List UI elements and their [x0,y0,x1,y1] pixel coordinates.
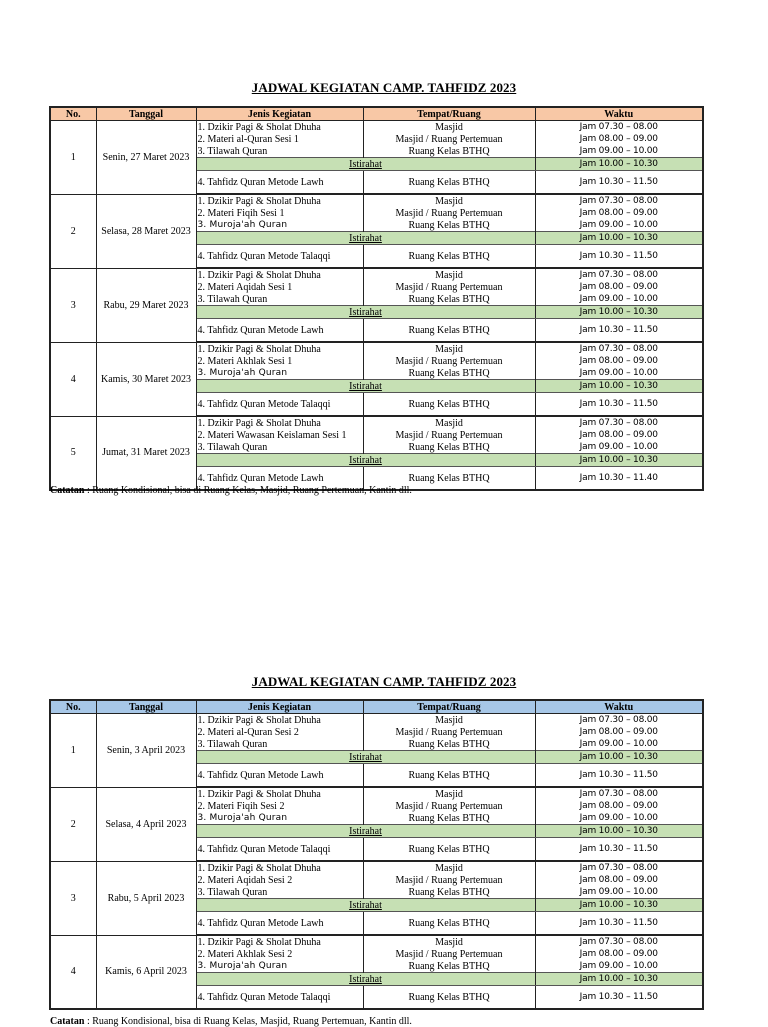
activity-cell: 2. Materi Fiqih Sesi 1 [196,207,363,219]
activity-cell: 2. Materi Fiqih Sesi 2 [196,800,363,812]
activity-cell: 3. Muroja'ah Quran [196,812,363,825]
col-header-date: Tanggal [96,700,196,714]
time-cell: Jam 09.00 – 10.00 [535,441,703,454]
time-cell: Jam 10.00 – 10.30 [535,899,703,912]
col-header-place: Tempat/Ruang [363,107,535,121]
place-cell: Ruang Kelas BTHQ [363,467,535,491]
table-row [50,194,703,207]
day-date: Selasa, 4 April 2023 [96,787,196,861]
time-cell: Jam 09.00 – 10.00 [535,886,703,899]
activity-cell: 3. Muroja'ah Quran [196,219,363,232]
col-header-date: Tanggal [96,107,196,121]
table-row [50,268,703,281]
activity-cell: 2. Materi al-Quran Sesi 1 [196,133,363,145]
place-cell: Masjid [363,194,535,207]
day-number: 3 [50,268,96,342]
place-cell: Ruang Kelas BTHQ [363,393,535,417]
activity-cell: 4. Tahfidz Quran Metode Lawh [196,319,363,343]
time-cell: Jam 08.00 – 09.00 [535,207,703,219]
schedule-table-1 [49,106,704,491]
place-cell: Masjid / Ruang Pertemuan [363,429,535,441]
day-number: 5 [50,416,96,490]
activity-cell: 4. Tahfidz Quran Metode Talaqqi [196,986,363,1010]
place-cell: Masjid / Ruang Pertemuan [363,948,535,960]
place-cell: Masjid [363,268,535,281]
time-cell: Jam 07.30 – 08.00 [535,416,703,429]
time-cell: Jam 08.00 – 09.00 [535,726,703,738]
activity-cell: 4. Tahfidz Quran Metode Lawh [196,171,363,195]
time-cell: Jam 10.00 – 10.30 [535,158,703,171]
day-number: 4 [50,935,96,1009]
place-cell: Ruang Kelas BTHQ [363,812,535,825]
activity-cell: 3. Tilawah Quran [196,738,363,751]
time-cell: Jam 10.30 – 11.40 [535,467,703,491]
time-cell: Jam 10.30 – 11.50 [535,986,703,1010]
time-cell: Jam 08.00 – 09.00 [535,355,703,367]
time-cell: Jam 08.00 – 09.00 [535,948,703,960]
col-header-no: No. [50,700,96,714]
time-cell: Jam 08.00 – 09.00 [535,281,703,293]
activity-cell: 4. Tahfidz Quran Metode Lawh [196,467,363,491]
activity-cell: 1. Dzikir Pagi & Sholat Dhuha [196,787,363,800]
activity-cell: 4. Tahfidz Quran Metode Talaqqi [196,393,363,417]
time-cell: Jam 08.00 – 09.00 [535,133,703,145]
place-cell: Masjid [363,861,535,874]
activity-cell: 2. Materi Aqidah Sesi 1 [196,281,363,293]
activity-cell: 2. Materi Akhlak Sesi 1 [196,355,363,367]
table-row [50,861,703,874]
break-label: Istirahat [196,232,535,245]
time-cell: Jam 07.30 – 08.00 [535,194,703,207]
day-number: 1 [50,121,96,195]
table-row [50,935,703,948]
place-cell: Ruang Kelas BTHQ [363,441,535,454]
table-row [50,787,703,800]
place-cell: Ruang Kelas BTHQ [363,145,535,158]
place-cell: Ruang Kelas BTHQ [363,986,535,1010]
break-label: Istirahat [196,825,535,838]
time-cell: Jam 10.30 – 11.50 [535,764,703,788]
schedule-title-1: JADWAL KEGIATAN CAMP. TAHFIDZ 2023 [251,80,517,95]
place-cell: Ruang Kelas BTHQ [363,367,535,380]
time-cell: Jam 07.30 – 08.00 [535,268,703,281]
activity-cell: 2. Materi al-Quran Sesi 2 [196,726,363,738]
note-label: Catatan [50,1016,85,1027]
col-header-time: Waktu [535,107,703,121]
day-date: Kamis, 6 April 2023 [96,935,196,1009]
day-number: 1 [50,714,96,788]
place-cell: Ruang Kelas BTHQ [363,319,535,343]
activity-cell: 3. Muroja'ah Quran [196,367,363,380]
time-cell: Jam 09.00 – 10.00 [535,219,703,232]
activity-cell: 2. Materi Akhlak Sesi 2 [196,948,363,960]
place-cell: Ruang Kelas BTHQ [363,293,535,306]
break-label: Istirahat [196,380,535,393]
time-cell: Jam 08.00 – 09.00 [535,429,703,441]
place-cell: Ruang Kelas BTHQ [363,219,535,232]
time-cell: Jam 10.00 – 10.30 [535,232,703,245]
place-cell: Ruang Kelas BTHQ [363,171,535,195]
time-cell: Jam 10.00 – 10.30 [535,380,703,393]
col-header-place: Tempat/Ruang [363,700,535,714]
day-date: Rabu, 29 Maret 2023 [96,268,196,342]
note-text: : Ruang Kondisional, bisa di Ruang Kelas, Masjid, Ruang Pertemuan, Kantin dll. [84,485,412,496]
place-cell: Ruang Kelas BTHQ [363,738,535,751]
activity-cell: 4. Tahfidz Quran Metode Talaqqi [196,245,363,269]
note-text: : Ruang Kondisional, bisa di Ruang Kelas, Masjid, Ruang Pertemuan, Kantin dll. [84,1016,412,1027]
time-cell: Jam 10.00 – 10.30 [535,751,703,764]
break-label: Istirahat [196,973,535,986]
time-cell: Jam 10.30 – 11.50 [535,393,703,417]
table-row [50,416,703,429]
activity-cell: 4. Tahfidz Quran Metode Lawh [196,764,363,788]
time-cell: Jam 09.00 – 10.00 [535,738,703,751]
time-cell: Jam 10.00 – 10.30 [535,825,703,838]
time-cell: Jam 07.30 – 08.00 [535,787,703,800]
activity-cell: 1. Dzikir Pagi & Sholat Dhuha [196,861,363,874]
day-number: 3 [50,861,96,935]
place-cell: Masjid [363,342,535,355]
table-header-row [50,107,703,121]
activity-cell: 3. Muroja'ah Quran [196,960,363,973]
break-label: Istirahat [196,899,535,912]
activity-cell: 1. Dzikir Pagi & Sholat Dhuha [196,268,363,281]
time-cell: Jam 09.00 – 10.00 [535,367,703,380]
schedule-table-2 [49,699,704,1010]
place-cell: Ruang Kelas BTHQ [363,912,535,936]
activity-cell: 3. Tilawah Quran [196,293,363,306]
note-label: Catatan [50,485,85,496]
place-cell: Ruang Kelas BTHQ [363,960,535,973]
place-cell: Masjid / Ruang Pertemuan [363,281,535,293]
activity-cell: 1. Dzikir Pagi & Sholat Dhuha [196,194,363,207]
day-date: Senin, 27 Maret 2023 [96,121,196,195]
place-cell: Masjid / Ruang Pertemuan [363,355,535,367]
place-cell: Masjid [363,714,535,727]
break-label: Istirahat [196,454,535,467]
place-cell: Masjid / Ruang Pertemuan [363,874,535,886]
day-date: Selasa, 28 Maret 2023 [96,194,196,268]
schedule-note-1 [50,485,412,496]
activity-cell: 4. Tahfidz Quran Metode Talaqqi [196,838,363,862]
place-cell: Masjid [363,416,535,429]
activity-cell: 1. Dzikir Pagi & Sholat Dhuha [196,416,363,429]
time-cell: Jam 07.30 – 08.00 [535,342,703,355]
place-cell: Masjid [363,935,535,948]
time-cell: Jam 10.30 – 11.50 [535,171,703,195]
day-number: 2 [50,787,96,861]
activity-cell: 1. Dzikir Pagi & Sholat Dhuha [196,342,363,355]
day-number: 2 [50,194,96,268]
activity-cell: 2. Materi Wawasan Keislaman Sesi 1 [196,429,363,441]
col-header-activity: Jenis Kegiatan [196,107,363,121]
day-date: Rabu, 5 April 2023 [96,861,196,935]
activity-cell: 3. Tilawah Quran [196,886,363,899]
schedule-title-2: JADWAL KEGIATAN CAMP. TAHFIDZ 2023 [251,674,517,689]
activity-cell: 4. Tahfidz Quran Metode Lawh [196,912,363,936]
time-cell: Jam 10.00 – 10.30 [535,973,703,986]
place-cell: Masjid / Ruang Pertemuan [363,133,535,145]
time-cell: Jam 07.30 – 08.00 [535,935,703,948]
time-cell: Jam 10.00 – 10.30 [535,454,703,467]
place-cell: Ruang Kelas BTHQ [363,245,535,269]
place-cell: Ruang Kelas BTHQ [363,838,535,862]
break-label: Istirahat [196,751,535,764]
activity-cell: 1. Dzikir Pagi & Sholat Dhuha [196,935,363,948]
time-cell: Jam 09.00 – 10.00 [535,960,703,973]
time-cell: Jam 10.30 – 11.50 [535,912,703,936]
time-cell: Jam 10.30 – 11.50 [535,245,703,269]
day-date: Kamis, 30 Maret 2023 [96,342,196,416]
table-row [50,342,703,355]
activity-cell: 3. Tilawah Quran [196,441,363,454]
col-header-time: Waktu [535,700,703,714]
time-cell: Jam 08.00 – 09.00 [535,874,703,886]
col-header-no: No. [50,107,96,121]
activity-cell: 1. Dzikir Pagi & Sholat Dhuha [196,714,363,727]
place-cell: Masjid [363,787,535,800]
break-label: Istirahat [196,306,535,319]
activity-cell: 2. Materi Aqidah Sesi 2 [196,874,363,886]
activity-cell: 3. Tilawah Quran [196,145,363,158]
time-cell: Jam 10.30 – 11.50 [535,319,703,343]
time-cell: Jam 10.00 – 10.30 [535,306,703,319]
time-cell: Jam 09.00 – 10.00 [535,812,703,825]
place-cell: Masjid / Ruang Pertemuan [363,726,535,738]
day-date: Senin, 3 April 2023 [96,714,196,788]
col-header-activity: Jenis Kegiatan [196,700,363,714]
place-cell: Ruang Kelas BTHQ [363,886,535,899]
place-cell: Masjid / Ruang Pertemuan [363,207,535,219]
table-header-row [50,700,703,714]
time-cell: Jam 07.30 – 08.00 [535,861,703,874]
break-label: Istirahat [196,158,535,171]
table-row [50,121,703,134]
day-date: Jumat, 31 Maret 2023 [96,416,196,490]
time-cell: Jam 07.30 – 08.00 [535,121,703,134]
time-cell: Jam 08.00 – 09.00 [535,800,703,812]
time-cell: Jam 09.00 – 10.00 [535,293,703,306]
schedule-note-2 [50,1016,412,1027]
time-cell: Jam 10.30 – 11.50 [535,838,703,862]
place-cell: Masjid / Ruang Pertemuan [363,800,535,812]
place-cell: Ruang Kelas BTHQ [363,764,535,788]
time-cell: Jam 07.30 – 08.00 [535,714,703,727]
time-cell: Jam 09.00 – 10.00 [535,145,703,158]
table-row [50,714,703,727]
day-number: 4 [50,342,96,416]
activity-cell: 1. Dzikir Pagi & Sholat Dhuha [196,121,363,134]
place-cell: Masjid [363,121,535,134]
